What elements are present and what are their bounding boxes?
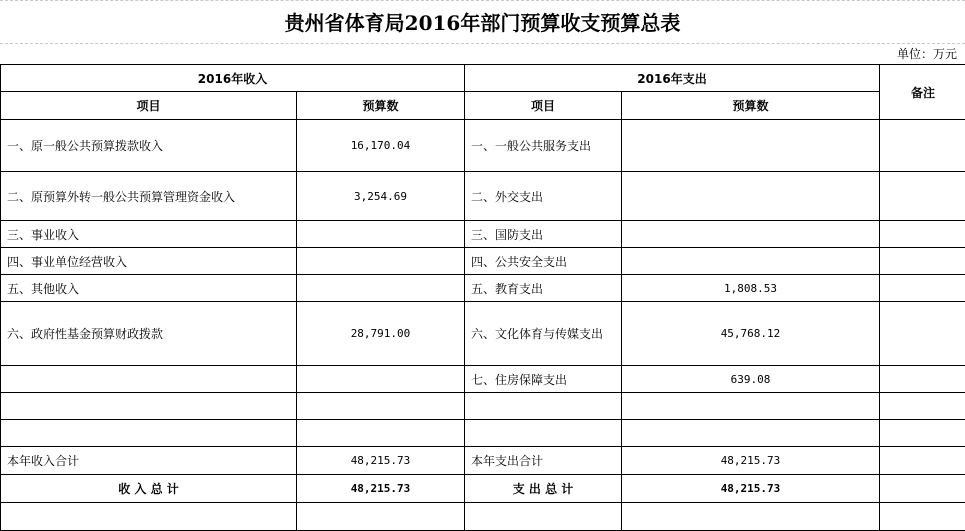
table-row (1, 172, 965, 221)
expense-value-cell: 1,808.53 (622, 275, 880, 302)
remark-cell (880, 447, 965, 475)
income-value-cell (297, 248, 465, 275)
unit-label: 单位：万元 (896, 47, 957, 61)
expense-value-cell (622, 248, 880, 275)
income-item-cell (1, 503, 297, 531)
income-grand-total-value: 48,215.73 (297, 475, 465, 503)
expense-item-cell: 六、文化体育与传媒支出 (465, 302, 622, 366)
expense-item-cell (465, 503, 622, 531)
remark-cell (880, 366, 965, 393)
income-item-cell (1, 393, 297, 420)
year-total-row (1, 447, 965, 475)
income-year-total-value: 48,215.73 (297, 447, 465, 475)
table-row (1, 420, 965, 447)
table-row (1, 275, 965, 302)
remark-cell (880, 221, 965, 248)
income-budget-header: 预算数 (297, 92, 465, 120)
table-row (1, 393, 965, 420)
income-grand-total-label: 收 入 总 计 (1, 475, 297, 503)
table-row (1, 366, 965, 393)
expense-value-cell: 45,768.12 (622, 302, 880, 366)
income-item-cell: 一、原一般公共预算拨款收入 (1, 120, 297, 172)
expense-group-header: 2016年支出 (465, 65, 880, 92)
grand-total-row (1, 475, 965, 503)
income-value-cell (297, 221, 465, 248)
income-item-cell: 三、事业收入 (1, 221, 297, 248)
income-item-header: 项目 (1, 92, 297, 120)
expense-value-cell (622, 221, 880, 248)
income-year-total-label: 本年收入合计 (1, 447, 297, 475)
income-item-cell: 五、其他收入 (1, 275, 297, 302)
remark-cell (880, 275, 965, 302)
expense-item-cell (465, 393, 622, 420)
expense-value-cell (622, 172, 880, 221)
income-group-header: 2016年收入 (1, 65, 465, 92)
expense-item-header: 项目 (465, 92, 622, 120)
remark-header: 备注 (880, 65, 965, 120)
expense-year-total-value: 48,215.73 (622, 447, 880, 475)
remark-cell (880, 302, 965, 366)
table-row (1, 302, 965, 366)
expense-item-cell (465, 420, 622, 447)
income-item-cell (1, 420, 297, 447)
expense-value-cell (622, 503, 880, 531)
income-value-cell (297, 366, 465, 393)
remark-cell (880, 503, 965, 531)
income-value-cell: 16,170.04 (297, 120, 465, 172)
remark-cell (880, 475, 965, 503)
income-value-cell: 3,254.69 (297, 172, 465, 221)
remark-cell (880, 120, 965, 172)
expense-budget-header: 预算数 (622, 92, 880, 120)
budget-table (0, 64, 965, 531)
table-row (1, 120, 965, 172)
income-item-cell: 四、事业单位经营收入 (1, 248, 297, 275)
expense-value-cell (622, 120, 880, 172)
expense-item-cell: 七、住房保障支出 (465, 366, 622, 393)
expense-item-cell: 五、教育支出 (465, 275, 622, 302)
table-row (1, 221, 965, 248)
expense-item-cell: 四、公共安全支出 (465, 248, 622, 275)
remark-cell (880, 420, 965, 447)
income-value-cell (297, 420, 465, 447)
income-item-cell: 六、政府性基金预算财政拨款 (1, 302, 297, 366)
table-row (1, 248, 965, 275)
income-value-cell (297, 275, 465, 302)
income-value-cell (297, 503, 465, 531)
income-value-cell (297, 393, 465, 420)
expense-item-cell: 三、国防支出 (465, 221, 622, 248)
table-row (1, 503, 965, 531)
remark-cell (880, 393, 965, 420)
expense-grand-total-value: 48,215.73 (622, 475, 880, 503)
expense-grand-total-label: 支 出 总 计 (465, 475, 622, 503)
income-item-cell: 二、原预算外转一般公共预算管理资金收入 (1, 172, 297, 221)
remark-cell (880, 172, 965, 221)
income-value-cell: 28,791.00 (297, 302, 465, 366)
remark-cell (880, 248, 965, 275)
page-title: 贵州省体育局2016年部门预算收支预算总表 (0, 0, 965, 44)
expense-item-cell: 二、外交支出 (465, 172, 622, 221)
income-item-cell (1, 366, 297, 393)
expense-value-cell (622, 393, 880, 420)
expense-value-cell (622, 420, 880, 447)
expense-item-cell: 一、一般公共服务支出 (465, 120, 622, 172)
expense-year-total-label: 本年支出合计 (465, 447, 622, 475)
expense-value-cell: 639.08 (622, 366, 880, 393)
